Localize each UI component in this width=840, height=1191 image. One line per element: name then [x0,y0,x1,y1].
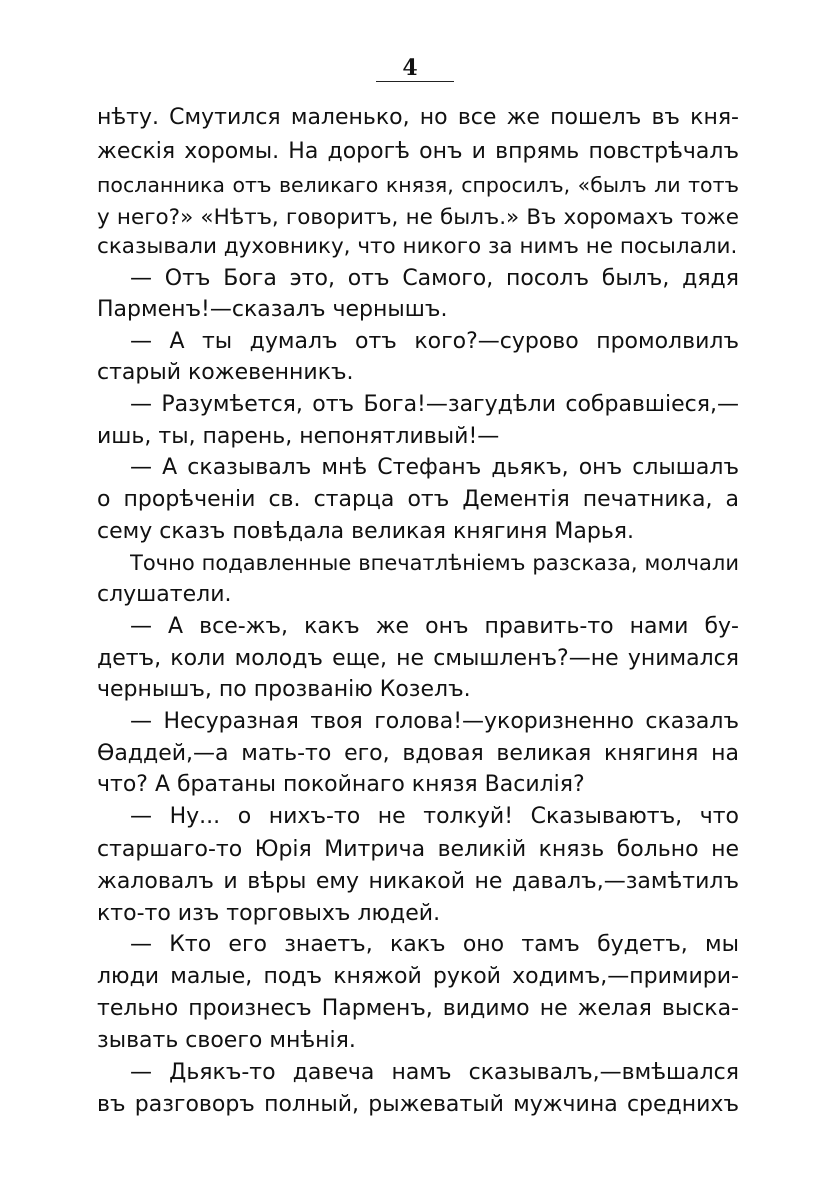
text-line: — Ну... о нихъ-то не толкуй! Сказываютъ, что [130,804,739,829]
text-line: — Дьякъ-то давеча намъ сказывалъ,—вмѣшался [130,1060,739,1085]
text-line: кто-то изъ торговыхъ людей. [97,901,441,926]
text-line: въ разговоръ полный, рыжеватый мужчина среднихъ [97,1092,739,1117]
text-line: — Несуразная твоя голова!—укоризненно сказалъ [130,709,739,734]
page-number-rule [376,81,454,82]
text-line: люди малые, подъ княжой рукой ходимъ,—примири- [97,964,739,989]
text-line: тельно произнесъ Парменъ, видимо не желая выска- [97,996,739,1021]
text-line: — А сказывалъ мнѣ Стефанъ дьякъ, онъ слышалъ [130,455,739,480]
text-line: слушатели. [97,582,232,607]
page-number: 4 [402,55,418,81]
text-line: нѣту. Смутился маленько, но все же пошелъ въ кня- [97,105,739,130]
text-line: посланника отъ великаго князя, спросилъ, «былъ ли тотъ [97,173,739,197]
text-line: — Разумѣется, отъ Бога!—загудѣли собравшіеся,— [130,392,739,417]
text-line: чернышъ, по прозванію Козелъ. [97,677,471,702]
text-line: ишь, ты, парень, непонятливый!— [97,424,500,449]
text-line: сказывали духовнику, что никого за нимъ не посылали. [97,234,738,259]
text-line: детъ, коли молодъ еще, не смышленъ?—не унимался [97,646,739,671]
text-line: о прорѣченіи св. старца отъ Дементія печатника, а [97,487,739,512]
text-line: сему сказъ повѣдала великая княгиня Марья. [97,519,635,544]
text-line: у него?» «Нѣтъ, говоритъ, не былъ.» Въ хоромахъ тоже [97,205,739,230]
text-line: что? А братаны покойнаго князя Василія? [97,772,585,797]
text-line: жаловалъ и вѣры ему никакой не давалъ,—замѣтилъ [97,869,739,894]
text-line: — А ты думалъ отъ кого?—сурово промолвилъ [130,329,739,354]
text-line: Ѳаддей,—а мать-то его, вдовая великая княгиня на [97,741,739,766]
text-line: старшаго-то Юрія Митрича великій князь больно не [97,837,739,862]
text-line: Точно подавленные впечатлѣніемъ разсказа, молчали [130,551,739,575]
text-line: зывать своего мнѣнія. [97,1028,356,1053]
text-line: — Кто его знаетъ, какъ оно тамъ будетъ, мы [130,932,739,957]
text-line: Парменъ!—сказалъ чернышъ. [97,297,448,322]
text-line: — А все-жъ, какъ же онъ править-то нами бу- [130,614,739,639]
text-line: старый кожевенникъ. [97,360,354,385]
text-line: — Отъ Бога это, отъ Самого, посолъ былъ, дядя [130,266,739,291]
text-line: жескія хоромы. На дорогѣ онъ и впрямь повстрѣчалъ [97,139,739,164]
